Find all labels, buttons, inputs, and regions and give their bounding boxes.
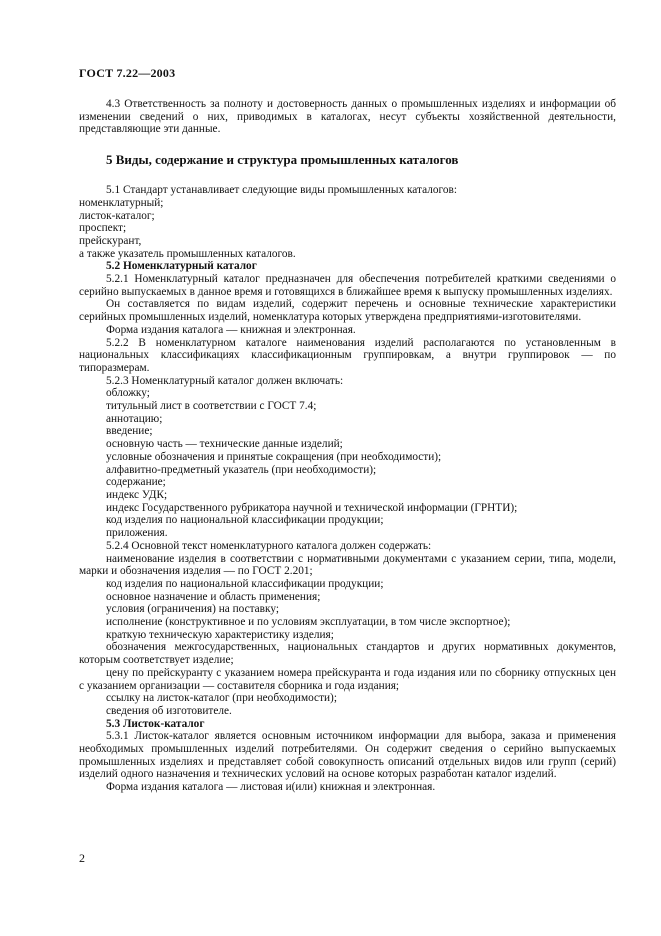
list-item: код изделия по национальной классификации продукции; xyxy=(106,514,384,527)
list-item: основную часть — технические данные изделий; xyxy=(106,438,343,451)
list-item: содержание; xyxy=(106,476,166,489)
paragraph-5-2-1-c: Форма издания каталога — книжная и электронная. xyxy=(106,323,356,336)
paragraph-5-2-4: 5.2.4 Основной текст номенклатурного каталога должен содержать: xyxy=(106,539,432,552)
list-item: а также указатель промышленных каталогов. xyxy=(79,247,296,260)
list-item: индекс УДК; xyxy=(106,488,168,501)
list-item: наименование изделия в соответствии с нормативными документами с указанием серии, типа, модели, марки и обозначения изделия — по ГОСТ 2.201; xyxy=(79,552,616,578)
list-item: условия (ограничения) на поставку; xyxy=(106,603,279,616)
list-item: основное назначение и область применения; xyxy=(106,590,321,603)
list-item: обозначения межгосударственных, национальных стандартов и других нормативных документов, которым соответствует изделие; xyxy=(79,641,616,667)
list-item: ссылку на листок-каталог (при необходимости); xyxy=(106,692,337,705)
list-item: прейскурант, xyxy=(79,234,142,247)
document-code-header: ГОСТ 7.22—2003 xyxy=(79,66,176,80)
list-item: приложения. xyxy=(106,527,168,540)
list-item: краткую техническую характеристику изделия; xyxy=(106,628,334,641)
list-item: введение; xyxy=(106,425,153,438)
list-item: номенклатурный; xyxy=(79,196,164,209)
paragraph-5-1: 5.1 Стандарт устанавливает следующие виды промышленных каталогов: xyxy=(106,184,457,197)
list-item: алфавитно-предметный указатель (при необходимости); xyxy=(106,463,377,476)
list-item: условные обозначения и принятые сокращения (при необходимости); xyxy=(106,450,442,463)
contents-list-5-2-4 xyxy=(79,553,616,718)
document-body xyxy=(79,98,616,794)
list-item: цену по прейскуранту с указанием номера прейскуранта и года издания или по сборнику отпускных цен с указанием организации — составителя сборника и года издания; xyxy=(79,666,616,692)
list-item: код изделия по национальной классификации продукции; xyxy=(106,577,384,590)
list-item: титульный лист в соответствии с ГОСТ 7.4; xyxy=(106,400,317,413)
paragraph-5-3-1: 5.3.1 Листок-каталог является основным источником информации для выбора, заказа и применения необходимых промышленных изделий потребителями. Он содержит сведения о серийно выпускаемых промышленных изделиях и представляет собой совокупность описаний отдельных видов или групп (серий) изделий одного назначения и технических условий на основе которых разработан каталог изделий. xyxy=(79,730,616,781)
paragraph-5-2-3: 5.2.3 Номенклатурный каталог должен включать: xyxy=(106,374,344,387)
paragraph-5-2-1-b: Он составляется по видам изделий, содержит перечень и основные технические характеристики серийных промышленных изделий, номенклатура которых утверждена предприятиями-изготовителями. xyxy=(79,298,616,324)
paragraph-5-2-1: 5.2.1 Номенклатурный каталог предназначен для обеспечения потребителей краткими сведениями о серийно выпускаемых в данное время и готовящихся в ближайшее время к выпуску промышленных изделиях. xyxy=(79,273,616,298)
list-item: исполнение (конструктивное и по условиям эксплуатации, в том числе экспортное); xyxy=(106,616,511,629)
list-item: проспект; xyxy=(79,222,127,235)
list-item: обложку; xyxy=(106,387,150,400)
subsection-5-3-heading: 5.3 Листок-каталог xyxy=(106,717,205,730)
paragraph-4-3: 4.3 Ответственность за полноту и достоверность данных о промышленных изделиях и информации об изменении сведений о них, приводимых в каталогах, несут субъекты хозяйственной деятельности, представляющие эти данные. xyxy=(79,98,616,136)
catalog-kinds-list xyxy=(79,197,616,261)
section-5-heading: 5 Виды, содержание и структура промышленных каталогов xyxy=(106,152,459,168)
paragraph-5-2-2: 5.2.2 В номенклатурном каталоге наименования изделий располагаются по установленным в национальных классификациях классификационным группировкам, а внутри группировок — по типоразмерам. xyxy=(79,336,616,374)
page-number: 2 xyxy=(79,851,85,865)
list-item: сведения об изготовителе. xyxy=(106,704,232,717)
list-item: листок-каталог; xyxy=(79,209,155,222)
paragraph-5-3-1-b: Форма издания каталога — листовая и(или) книжная и электронная. xyxy=(106,781,436,794)
contents-list-5-2-3 xyxy=(79,387,616,539)
list-item: индекс Государственного рубрикатора научной и технической информации (ГРНТИ); xyxy=(106,501,518,514)
subsection-5-2-heading: 5.2 Номенклатурный каталог xyxy=(106,260,257,273)
list-item: аннотацию; xyxy=(106,412,163,425)
